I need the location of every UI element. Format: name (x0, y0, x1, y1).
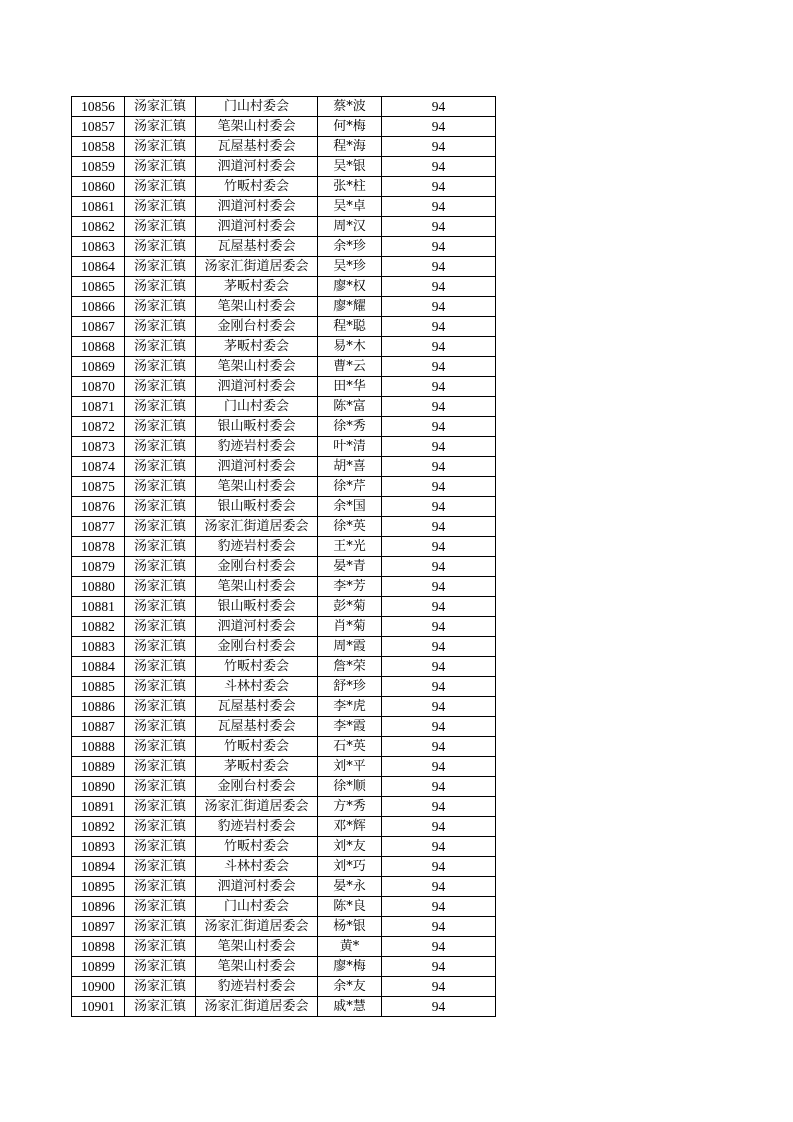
table-row (72, 137, 496, 157)
cell-town: 汤家汇镇 (125, 577, 196, 597)
cell-village: 茅畈村委会 (196, 277, 318, 297)
cell-name: 舒*珍 (318, 677, 382, 697)
cell-village: 豹迹岩村委会 (196, 537, 318, 557)
cell-id: 10880 (72, 577, 125, 597)
cell-id: 10858 (72, 137, 125, 157)
cell-village: 泗道河村委会 (196, 877, 318, 897)
cell-name: 李*虎 (318, 697, 382, 717)
table-row (72, 737, 496, 757)
cell-name: 廖*权 (318, 277, 382, 297)
table-row (72, 657, 496, 677)
cell-score: 94 (382, 297, 496, 317)
cell-name: 廖*梅 (318, 957, 382, 977)
cell-town: 汤家汇镇 (125, 617, 196, 637)
cell-name: 李*芳 (318, 577, 382, 597)
cell-town: 汤家汇镇 (125, 957, 196, 977)
table-row (72, 817, 496, 837)
cell-village: 瓦屋基村委会 (196, 237, 318, 257)
table-row (72, 397, 496, 417)
table-row (72, 157, 496, 177)
cell-id: 10890 (72, 777, 125, 797)
cell-town: 汤家汇镇 (125, 557, 196, 577)
cell-score: 94 (382, 917, 496, 937)
cell-id: 10899 (72, 957, 125, 977)
cell-town: 汤家汇镇 (125, 197, 196, 217)
table-row (72, 857, 496, 877)
cell-village: 泗道河村委会 (196, 157, 318, 177)
cell-score: 94 (382, 517, 496, 537)
table-row (72, 997, 496, 1017)
cell-id: 10863 (72, 237, 125, 257)
cell-name: 蔡*波 (318, 97, 382, 117)
cell-town: 汤家汇镇 (125, 97, 196, 117)
cell-id: 10900 (72, 977, 125, 997)
table-row (72, 957, 496, 977)
cell-town: 汤家汇镇 (125, 537, 196, 557)
cell-village: 笔架山村委会 (196, 937, 318, 957)
table-row (72, 437, 496, 457)
cell-name: 方*秀 (318, 797, 382, 817)
cell-village: 笔架山村委会 (196, 957, 318, 977)
cell-id: 10888 (72, 737, 125, 757)
cell-score: 94 (382, 137, 496, 157)
cell-name: 程*聪 (318, 317, 382, 337)
cell-village: 金刚台村委会 (196, 557, 318, 577)
cell-id: 10898 (72, 937, 125, 957)
cell-village: 泗道河村委会 (196, 217, 318, 237)
cell-id: 10866 (72, 297, 125, 317)
cell-id: 10894 (72, 857, 125, 877)
cell-village: 竹畈村委会 (196, 657, 318, 677)
cell-village: 斗林村委会 (196, 677, 318, 697)
table-row (72, 877, 496, 897)
cell-name: 程*海 (318, 137, 382, 157)
cell-village: 银山畈村委会 (196, 417, 318, 437)
cell-score: 94 (382, 657, 496, 677)
cell-id: 10856 (72, 97, 125, 117)
cell-town: 汤家汇镇 (125, 997, 196, 1017)
cell-name: 余*国 (318, 497, 382, 517)
cell-town: 汤家汇镇 (125, 217, 196, 237)
cell-id: 10892 (72, 817, 125, 837)
cell-village: 笔架山村委会 (196, 297, 318, 317)
cell-village: 门山村委会 (196, 97, 318, 117)
cell-score: 94 (382, 817, 496, 837)
cell-name: 胡*喜 (318, 457, 382, 477)
cell-town: 汤家汇镇 (125, 377, 196, 397)
cell-town: 汤家汇镇 (125, 817, 196, 837)
cell-id: 10886 (72, 697, 125, 717)
cell-name: 陈*富 (318, 397, 382, 417)
cell-score: 94 (382, 337, 496, 357)
cell-score: 94 (382, 797, 496, 817)
table-row (72, 497, 496, 517)
cell-village: 银山畈村委会 (196, 497, 318, 517)
cell-town: 汤家汇镇 (125, 977, 196, 997)
cell-town: 汤家汇镇 (125, 797, 196, 817)
cell-village: 金刚台村委会 (196, 637, 318, 657)
cell-name: 曹*云 (318, 357, 382, 377)
cell-score: 94 (382, 937, 496, 957)
cell-name: 徐*秀 (318, 417, 382, 437)
cell-id: 10864 (72, 257, 125, 277)
cell-name: 李*霞 (318, 717, 382, 737)
cell-score: 94 (382, 737, 496, 757)
cell-id: 10887 (72, 717, 125, 737)
cell-town: 汤家汇镇 (125, 317, 196, 337)
cell-town: 汤家汇镇 (125, 837, 196, 857)
cell-village: 豹迹岩村委会 (196, 977, 318, 997)
cell-id: 10877 (72, 517, 125, 537)
cell-town: 汤家汇镇 (125, 677, 196, 697)
table-row (72, 97, 496, 117)
cell-id: 10897 (72, 917, 125, 937)
cell-score: 94 (382, 717, 496, 737)
cell-village: 竹畈村委会 (196, 837, 318, 857)
cell-score: 94 (382, 397, 496, 417)
cell-village: 斗林村委会 (196, 857, 318, 877)
cell-id: 10879 (72, 557, 125, 577)
table-row (72, 577, 496, 597)
cell-town: 汤家汇镇 (125, 937, 196, 957)
cell-score: 94 (382, 217, 496, 237)
table-row (72, 637, 496, 657)
cell-name: 吴*珍 (318, 257, 382, 277)
cell-score: 94 (382, 877, 496, 897)
cell-name: 余*友 (318, 977, 382, 997)
table-row (72, 917, 496, 937)
cell-id: 10868 (72, 337, 125, 357)
cell-score: 94 (382, 437, 496, 457)
cell-name: 黄* (318, 937, 382, 957)
cell-town: 汤家汇镇 (125, 257, 196, 277)
cell-id: 10867 (72, 317, 125, 337)
table-row (72, 897, 496, 917)
cell-score: 94 (382, 97, 496, 117)
cell-village: 汤家汇街道居委会 (196, 517, 318, 537)
cell-town: 汤家汇镇 (125, 337, 196, 357)
cell-name: 徐*顺 (318, 777, 382, 797)
cell-name: 何*梅 (318, 117, 382, 137)
cell-town: 汤家汇镇 (125, 917, 196, 937)
cell-score: 94 (382, 597, 496, 617)
cell-name: 易*木 (318, 337, 382, 357)
cell-name: 徐*芹 (318, 477, 382, 497)
table-row (72, 357, 496, 377)
table-row (72, 617, 496, 637)
cell-score: 94 (382, 577, 496, 597)
table-row (72, 177, 496, 197)
cell-village: 笔架山村委会 (196, 477, 318, 497)
cell-id: 10893 (72, 837, 125, 857)
cell-name: 张*柱 (318, 177, 382, 197)
cell-id: 10883 (72, 637, 125, 657)
cell-village: 门山村委会 (196, 397, 318, 417)
cell-name: 戚*慧 (318, 997, 382, 1017)
cell-name: 叶*清 (318, 437, 382, 457)
cell-name: 王*光 (318, 537, 382, 557)
cell-name: 田*华 (318, 377, 382, 397)
table-row (72, 197, 496, 217)
records-table (71, 96, 496, 1017)
cell-name: 刘*友 (318, 837, 382, 857)
cell-town: 汤家汇镇 (125, 777, 196, 797)
cell-id: 10895 (72, 877, 125, 897)
cell-score: 94 (382, 837, 496, 857)
cell-id: 10874 (72, 457, 125, 477)
table-row (72, 837, 496, 857)
cell-town: 汤家汇镇 (125, 437, 196, 457)
table-row (72, 477, 496, 497)
cell-score: 94 (382, 897, 496, 917)
cell-village: 泗道河村委会 (196, 617, 318, 637)
cell-village: 门山村委会 (196, 897, 318, 917)
cell-score: 94 (382, 237, 496, 257)
table-row (72, 717, 496, 737)
table-body (72, 97, 496, 1017)
cell-town: 汤家汇镇 (125, 237, 196, 257)
cell-score: 94 (382, 697, 496, 717)
cell-score: 94 (382, 457, 496, 477)
table-row (72, 977, 496, 997)
cell-name: 石*英 (318, 737, 382, 757)
cell-id: 10862 (72, 217, 125, 237)
cell-id: 10873 (72, 437, 125, 457)
cell-score: 94 (382, 537, 496, 557)
cell-score: 94 (382, 637, 496, 657)
cell-name: 詹*荣 (318, 657, 382, 677)
cell-score: 94 (382, 857, 496, 877)
cell-score: 94 (382, 557, 496, 577)
table-row (72, 517, 496, 537)
cell-name: 晏*永 (318, 877, 382, 897)
cell-score: 94 (382, 317, 496, 337)
cell-score: 94 (382, 977, 496, 997)
cell-village: 瓦屋基村委会 (196, 717, 318, 737)
cell-name: 刘*平 (318, 757, 382, 777)
cell-score: 94 (382, 997, 496, 1017)
cell-town: 汤家汇镇 (125, 757, 196, 777)
table-row (72, 797, 496, 817)
table-row (72, 217, 496, 237)
cell-id: 10861 (72, 197, 125, 217)
cell-name: 余*珍 (318, 237, 382, 257)
cell-score: 94 (382, 177, 496, 197)
table-row (72, 117, 496, 137)
cell-score: 94 (382, 957, 496, 977)
cell-village: 瓦屋基村委会 (196, 137, 318, 157)
cell-score: 94 (382, 257, 496, 277)
cell-score: 94 (382, 157, 496, 177)
cell-village: 汤家汇街道居委会 (196, 917, 318, 937)
cell-name: 徐*英 (318, 517, 382, 537)
cell-town: 汤家汇镇 (125, 877, 196, 897)
cell-town: 汤家汇镇 (125, 177, 196, 197)
cell-name: 彭*菊 (318, 597, 382, 617)
table-row (72, 757, 496, 777)
cell-name: 晏*青 (318, 557, 382, 577)
cell-name: 吴*卓 (318, 197, 382, 217)
cell-name: 杨*银 (318, 917, 382, 937)
cell-id: 10889 (72, 757, 125, 777)
cell-id: 10878 (72, 537, 125, 557)
cell-score: 94 (382, 417, 496, 437)
table-row (72, 257, 496, 277)
cell-id: 10876 (72, 497, 125, 517)
table-row (72, 277, 496, 297)
cell-town: 汤家汇镇 (125, 277, 196, 297)
cell-name: 刘*巧 (318, 857, 382, 877)
table-row (72, 297, 496, 317)
cell-town: 汤家汇镇 (125, 717, 196, 737)
cell-village: 泗道河村委会 (196, 457, 318, 477)
cell-id: 10901 (72, 997, 125, 1017)
cell-town: 汤家汇镇 (125, 597, 196, 617)
cell-score: 94 (382, 377, 496, 397)
cell-town: 汤家汇镇 (125, 697, 196, 717)
cell-town: 汤家汇镇 (125, 137, 196, 157)
cell-score: 94 (382, 357, 496, 377)
cell-id: 10875 (72, 477, 125, 497)
cell-town: 汤家汇镇 (125, 417, 196, 437)
table-row (72, 537, 496, 557)
cell-score: 94 (382, 617, 496, 637)
cell-name: 陈*良 (318, 897, 382, 917)
cell-town: 汤家汇镇 (125, 737, 196, 757)
cell-id: 10865 (72, 277, 125, 297)
cell-village: 银山畈村委会 (196, 597, 318, 617)
cell-id: 10885 (72, 677, 125, 697)
cell-id: 10869 (72, 357, 125, 377)
cell-town: 汤家汇镇 (125, 517, 196, 537)
cell-village: 金刚台村委会 (196, 777, 318, 797)
table-row (72, 417, 496, 437)
cell-score: 94 (382, 277, 496, 297)
cell-town: 汤家汇镇 (125, 397, 196, 417)
cell-village: 笔架山村委会 (196, 357, 318, 377)
cell-score: 94 (382, 117, 496, 137)
cell-town: 汤家汇镇 (125, 457, 196, 477)
cell-id: 10881 (72, 597, 125, 617)
table-row (72, 337, 496, 357)
cell-town: 汤家汇镇 (125, 857, 196, 877)
cell-village: 茅畈村委会 (196, 757, 318, 777)
table-row (72, 677, 496, 697)
cell-score: 94 (382, 677, 496, 697)
table-row (72, 597, 496, 617)
cell-town: 汤家汇镇 (125, 297, 196, 317)
cell-town: 汤家汇镇 (125, 477, 196, 497)
cell-village: 豹迹岩村委会 (196, 817, 318, 837)
cell-village: 金刚台村委会 (196, 317, 318, 337)
cell-town: 汤家汇镇 (125, 497, 196, 517)
cell-village: 汤家汇街道居委会 (196, 997, 318, 1017)
cell-village: 汤家汇街道居委会 (196, 797, 318, 817)
cell-village: 豹迹岩村委会 (196, 437, 318, 457)
cell-id: 10870 (72, 377, 125, 397)
cell-village: 竹畈村委会 (196, 737, 318, 757)
cell-name: 邓*辉 (318, 817, 382, 837)
cell-id: 10891 (72, 797, 125, 817)
cell-village: 泗道河村委会 (196, 377, 318, 397)
cell-village: 笔架山村委会 (196, 577, 318, 597)
cell-village: 汤家汇街道居委会 (196, 257, 318, 277)
cell-score: 94 (382, 197, 496, 217)
table-row (72, 237, 496, 257)
cell-score: 94 (382, 497, 496, 517)
cell-id: 10882 (72, 617, 125, 637)
cell-name: 周*霞 (318, 637, 382, 657)
table-row (72, 937, 496, 957)
cell-score: 94 (382, 777, 496, 797)
cell-town: 汤家汇镇 (125, 657, 196, 677)
cell-score: 94 (382, 757, 496, 777)
table-row (72, 557, 496, 577)
cell-id: 10884 (72, 657, 125, 677)
cell-village: 笔架山村委会 (196, 117, 318, 137)
table-row (72, 697, 496, 717)
cell-town: 汤家汇镇 (125, 157, 196, 177)
cell-name: 周*汉 (318, 217, 382, 237)
cell-score: 94 (382, 477, 496, 497)
cell-town: 汤家汇镇 (125, 637, 196, 657)
cell-id: 10871 (72, 397, 125, 417)
table-row (72, 457, 496, 477)
cell-id: 10859 (72, 157, 125, 177)
data-sheet (71, 96, 496, 1017)
cell-village: 泗道河村委会 (196, 197, 318, 217)
cell-id: 10872 (72, 417, 125, 437)
cell-town: 汤家汇镇 (125, 117, 196, 137)
cell-id: 10896 (72, 897, 125, 917)
table-row (72, 317, 496, 337)
cell-id: 10857 (72, 117, 125, 137)
table-row (72, 777, 496, 797)
cell-name: 廖*耀 (318, 297, 382, 317)
cell-village: 瓦屋基村委会 (196, 697, 318, 717)
table-row (72, 377, 496, 397)
cell-town: 汤家汇镇 (125, 357, 196, 377)
cell-name: 肖*菊 (318, 617, 382, 637)
cell-town: 汤家汇镇 (125, 897, 196, 917)
cell-id: 10860 (72, 177, 125, 197)
cell-name: 吴*银 (318, 157, 382, 177)
cell-village: 茅畈村委会 (196, 337, 318, 357)
cell-village: 竹畈村委会 (196, 177, 318, 197)
